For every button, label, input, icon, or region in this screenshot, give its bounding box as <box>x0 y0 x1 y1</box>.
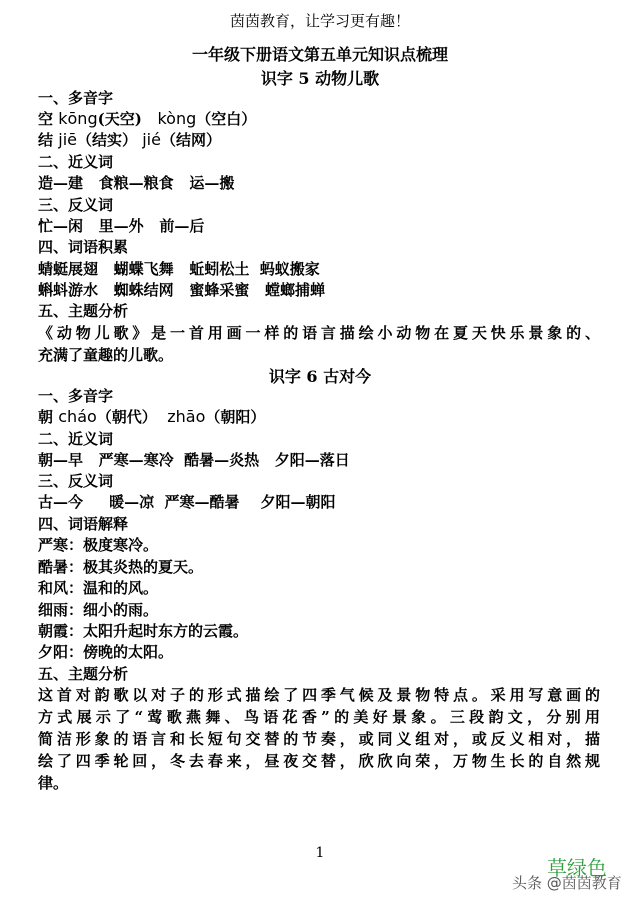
pinyin-1: jiē <box>58 130 77 149</box>
pinyin-2: kòng <box>157 109 197 128</box>
poly-char: 结 <box>38 131 54 149</box>
word-1: （朝代） <box>96 408 157 426</box>
theme-line: 简洁形象的语言和长短句交替的节奏，或同义组对，或反义相对，描 <box>38 730 600 748</box>
lesson6-polyphone-chao <box>38 406 265 427</box>
poly-char: 朝 <box>38 408 54 426</box>
lesson5-phrases-2: 蝌蚪游水 蜘蛛结网 蜜蜂采蜜 螳螂捕蝉 <box>38 281 326 299</box>
theme-line: 律。 <box>38 774 69 792</box>
lesson5-polyphone-kong <box>38 108 256 129</box>
lesson5-theme-heading: 五、主题分析 <box>38 302 129 320</box>
pinyin-1: cháo <box>58 407 97 426</box>
lesson5-synonym-heading: 二、近义词 <box>38 153 114 171</box>
word-2: （空白） <box>196 110 257 128</box>
lesson6-synonym-heading: 二、近义词 <box>38 430 114 448</box>
definition-xiyang: 夕阳：傍晚的太阳。 <box>38 643 174 661</box>
word-2: （朝阳） <box>205 408 266 426</box>
lesson5-title: 识字 5 动物儿歌 <box>260 69 380 88</box>
lesson5-antonyms: 忙—闲 里—外 前—后 <box>38 217 205 235</box>
theme-line: 这首对韵歌以对子的形式描绘了四季气候及景物特点。采用写意画的 <box>38 686 600 704</box>
lesson6-title: 识字 6 古对今 <box>268 367 372 386</box>
theme-line: 充满了童趣的儿歌。 <box>38 346 174 364</box>
lesson6-definitions-heading: 四、词语解释 <box>38 515 129 533</box>
lesson6-polyphone-heading: 一、多音字 <box>38 387 114 405</box>
page-number: 1 <box>315 845 325 861</box>
lesson5-synonyms: 造—建 食粮—粮食 运—搬 <box>38 174 235 192</box>
word-2: （结网） <box>160 131 221 149</box>
lesson6-theme-paragraph <box>38 684 600 794</box>
pinyin-2: jié <box>142 130 161 149</box>
lesson5-polyphone-jie <box>38 129 221 150</box>
poly-char: 空 <box>38 110 54 128</box>
lesson6-antonym-heading: 三、反义词 <box>38 472 114 490</box>
definition-zhaoxia: 朝霞：太阳升起时东方的云霞。 <box>38 622 249 640</box>
word-1: （结实） <box>76 131 137 149</box>
pinyin-2: zhāo <box>167 407 206 426</box>
lesson5-polyphone-heading: 一、多音字 <box>38 89 114 107</box>
definition-kushu: 酷暑：极其炎热的夏天。 <box>38 558 204 576</box>
green-watermark: 草绿色 <box>547 856 607 880</box>
source-watermark: 头条 @茵茵教育 <box>512 874 622 892</box>
definition-hefeng: 和风：温和的风。 <box>38 579 159 597</box>
theme-line: 《动物儿歌》是一首用画一样的语言描绘小动物在夏天快乐景象的、 <box>38 324 600 342</box>
pinyin-1: kōng <box>58 109 98 128</box>
lesson5-theme-paragraph <box>38 322 600 366</box>
theme-line: 方式展示了“莺歌燕舞、鸟语花香”的美好景象。三段韵文，分别用 <box>38 708 600 726</box>
definition-xiyu: 细雨：细小的雨。 <box>38 601 159 619</box>
lesson5-phrases-heading: 四、词语积累 <box>38 238 129 256</box>
lesson6-synonyms: 朝—早 严寒—寒冷 酷暑—炎热 夕阳—落日 <box>38 451 350 469</box>
lesson5-phrases-1: 蜻蜓展翅 蝴蝶飞舞 蚯蚓松土 蚂蚁搬家 <box>38 260 320 278</box>
lesson5-antonym-heading: 三、反义词 <box>38 196 114 214</box>
definition-yanhan: 严寒：极度寒冷。 <box>38 536 159 554</box>
lesson6-theme-heading: 五、主题分析 <box>38 665 129 683</box>
word-1: (天空) <box>97 110 142 128</box>
lesson6-antonyms: 古—今 暖—凉 严寒—酷暑 夕阳—朝阳 <box>38 493 336 511</box>
theme-line: 绘了四季轮回，冬去春来，昼夜交替，欣欣向荣，万物生长的自然规 <box>38 752 600 770</box>
page-header: 茵茵教育，让学习更有趣！ <box>229 12 410 30</box>
document-title: 一年级下册语文第五单元知识点梳理 <box>191 45 448 64</box>
